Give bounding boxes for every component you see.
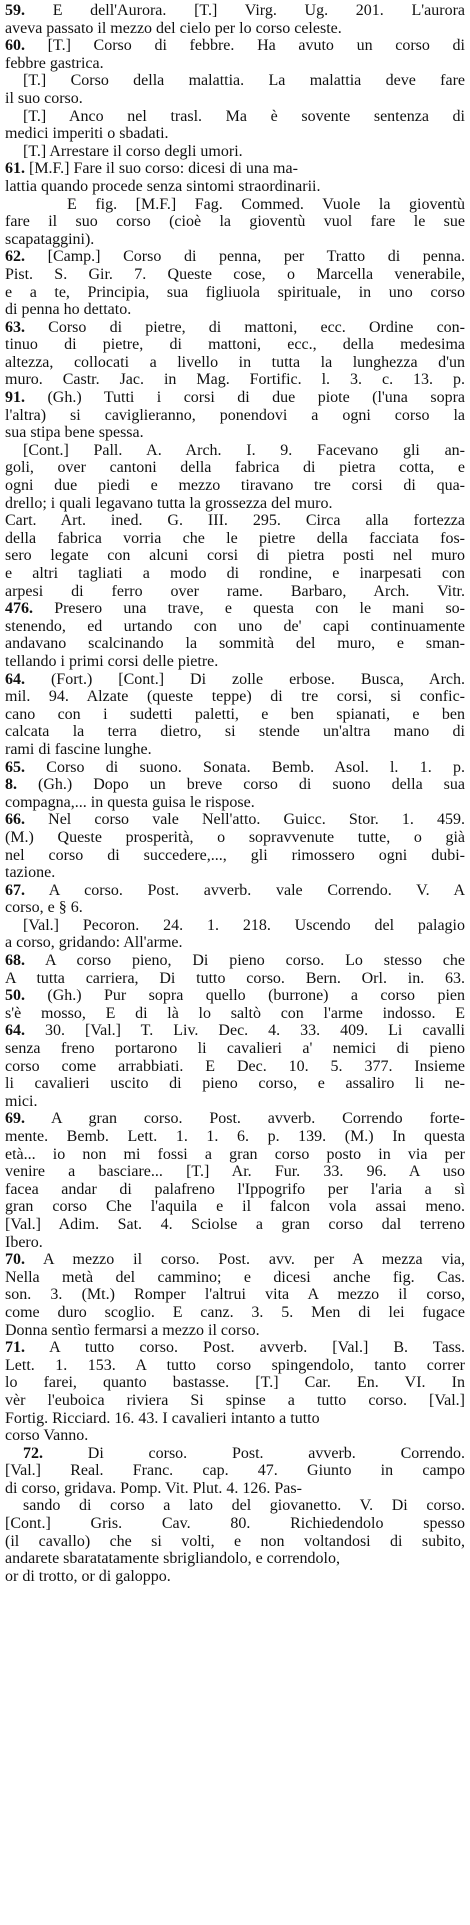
text-line: Cart. Art. ined. G. III. 295. Circa alla fortezza xyxy=(5,512,465,530)
text-line: arpesi di ferro over rame. Barbaro, Arch. Vitr. xyxy=(5,582,465,600)
text-line: medici imperiti o sbadati. xyxy=(5,125,169,143)
text-line: [Cont.] Pall. A. Arch. I. 9. Facevano gli an- xyxy=(23,441,465,459)
text-line: cano con i sudetti paletti, e ben spianati, e ben xyxy=(5,705,465,723)
text-line: lattia quando procede senza sintomi straordinarii. xyxy=(5,177,321,195)
text-line: 70. A mezzo il corso. Post. avv. per A mezza via, xyxy=(5,1251,465,1269)
text-line: fare il suo corso (cioè la gioventù vuol fare le sue xyxy=(5,213,465,231)
text-line: muro. Castr. Jac. in Mag. Fortific. l. 3. c. 13. p. xyxy=(5,371,465,389)
text-line: Pist. S. Gir. 7. Queste cose, o Marcella venerabile, xyxy=(5,265,465,283)
text-line: corso come arrabbiati. E Dec. 10. 5. 377. Insieme xyxy=(5,1057,465,1075)
text-line: Donna sentìo fermarsi a mezzo il corso. xyxy=(5,1321,260,1339)
text-line: drello; i quali legavano tutta la grossezza del muro. xyxy=(5,494,333,512)
text-line: l'altra) si caviglieranno, ponendovi a ogni corso la xyxy=(5,406,465,424)
text-line: [T.] Arrestare il corso degli umori. xyxy=(23,142,243,160)
text-line: [Val.] Adim. Sat. 4. Sciolse a gran corso dal terreno xyxy=(5,1215,465,1233)
text-line: età... io non mi fossi a gran corso posto in via per xyxy=(5,1145,465,1163)
text-line: scapataggini). xyxy=(5,230,95,248)
text-line: 64. 30. [Val.] T. Liv. Dec. 4. 33. 409. Li cavalli xyxy=(5,1022,465,1040)
text-line: della fabrica vorria che le pietre della facciata fos- xyxy=(5,529,465,547)
text-line: senza freno portarono li cavalieri a' nemici di pieno xyxy=(5,1040,465,1058)
text-line: corso, e § 6. xyxy=(5,899,83,917)
text-line: stenendo, ed urtando con uno de' capi continuamente xyxy=(5,617,465,635)
text-line: e a te, Principia, sua figliuola spirituale, in uno corso xyxy=(5,283,465,301)
text-line: tazione. xyxy=(5,864,56,882)
text-line: 66. Nel corso vale Nell'atto. Guicc. Stor. 1. 459. xyxy=(5,811,465,829)
text-line: 91. (Gh.) Tutti i corsi di due piote (l'una sopra xyxy=(5,389,465,407)
text-line: 65. Corso di suono. Sonata. Bemb. Asol. l. 1. p. xyxy=(5,758,465,776)
text-line: [Cont.] Gris. Cav. 80. Richiedendolo spesso xyxy=(5,1515,465,1533)
text-line: come duro scoglio. E canz. 3. 5. Men di lei fugace xyxy=(5,1303,465,1321)
text-line: son. 3. (Mt.) Romper l'altrui vita A mezzo il corso, xyxy=(5,1286,465,1304)
text-line: vèr l'euboica riviera Si spinse a tutto corso. [Val.] xyxy=(5,1391,465,1409)
text-line: compagna,... in questa guisa le rispose. xyxy=(5,793,255,811)
text-line: goli, over cantoni della fabrica di pietra cotta, e xyxy=(5,459,465,477)
text-line: ogni due piedi e mezzo tiravano tre corsi di qua- xyxy=(5,477,465,495)
text-line: 62. [Camp.] Corso di penna, per Tratto di penna. xyxy=(5,248,465,266)
text-line: il suo corso. xyxy=(5,89,83,107)
text-line: 60. [T.] Corso di febbre. Ha avuto un corso di xyxy=(5,37,465,55)
text-line: a corso, gridando: All'arme. xyxy=(5,934,183,952)
text-line: 68. A corso pieno, Di pieno corso. Lo stesso che xyxy=(5,952,465,970)
text-line: (M.) Queste prosperità, o sopravvenute tutte, o già xyxy=(5,828,465,846)
text-line: altezza, collocati a livello in tutta la lunghezza d'un xyxy=(5,353,465,371)
text-line: [T.] Anco nel trasl. Ma è sovente sentenza di xyxy=(23,107,465,125)
text-line: Fortig. Ricciard. 16. 43. I cavalieri intanto a tutto xyxy=(5,1409,320,1427)
text-line: rami di fascine lunghe. xyxy=(5,740,152,758)
text-line: calcata la terra dietro, si stende un'altra mano di xyxy=(5,723,465,741)
text-line: Ibero. xyxy=(5,1233,43,1251)
text-line: s'è mosso, E di là lo saltò con l'arme indosso. E xyxy=(5,1004,465,1022)
text-line: Nella metà del cammino; e dicesi anche fig. Cas. xyxy=(5,1268,465,1286)
text-line: [Val.] Pecoron. 24. 1. 218. Uscendo del palagio xyxy=(23,916,465,934)
text-line: corso Vanno. xyxy=(5,1427,89,1445)
text-line: 61. [M.F.] Fare il suo corso: dicesi di una ma- xyxy=(5,160,298,178)
text-line: nel corso di succedere,..., gli rimossero ogni dubi- xyxy=(5,846,465,864)
text-line: 67. A corso. Post. avverb. vale Correndo. V. A xyxy=(5,881,465,899)
text-line: andavano scalcinando la sommità del muro, e sman- xyxy=(5,635,465,653)
text-line: mici. xyxy=(5,1092,38,1110)
text-line: lo farei, quanto bastasse. [T.] Car. En. VI. In xyxy=(5,1374,465,1392)
text-line: e altri tagliati a modo di rondine, e inarpesati con xyxy=(5,565,465,582)
text-line: or di trotto, or di galoppo. xyxy=(5,1567,171,1585)
text-line: sero legate con alcuni corsi di pietra posti nel muro xyxy=(5,547,465,565)
text-line: andarete sbaratatamente sbrigliandolo, e correndolo, xyxy=(5,1550,340,1568)
text-line: E fig. [M.F.] Fag. Commed. Vuole la gioventù xyxy=(67,195,465,213)
text-line: mil. 94. Alzate (queste teppe) di tre corsi, si confic- xyxy=(5,688,465,706)
text-line: [T.] Corso della malattia. La malattia deve fare xyxy=(23,72,465,90)
text-line: [Val.] Real. Franc. cap. 47. Giunto in campo xyxy=(5,1462,465,1480)
text-line: 59. E dell'Aurora. [T.] Virg. Ug. 201. L'aurora xyxy=(5,2,465,19)
text-line: 8. (Gh.) Dopo un breve corso di suono della sua xyxy=(5,776,465,794)
text-line: (il cavallo) che si volti, e non voltandosi di subito, xyxy=(5,1532,465,1550)
text-line: febbre gastrica. xyxy=(5,54,104,72)
text-line: 72. Di corso. Post. avverb. Correndo. xyxy=(23,1444,465,1462)
text-line: gran corso Che l'aquila e il falcon vola assai meno. xyxy=(5,1198,465,1216)
text-line: 63. Corso di pietre, di mattoni, ecc. Ordine con- xyxy=(5,318,465,336)
text-line: di penna ho dettato. xyxy=(5,301,132,319)
entry-text-column xyxy=(5,2,465,1585)
text-line: di corso, gridava. Pomp. Vit. Plut. 4. 126. Pas- xyxy=(5,1479,302,1497)
text-line: facea andar di palafreno l'Ippogrifo per l'aria a sì xyxy=(5,1180,465,1198)
text-line: 71. A tutto corso. Post. avverb. [Val.] B. Tass. xyxy=(5,1339,465,1357)
text-line: Lett. 1. 153. A tutto corso spingendolo, tanto correr xyxy=(5,1356,465,1374)
text-line: A tutta carriera, Di tutto corso. Bern. Orl. in. 63. xyxy=(5,969,465,987)
text-line: 69. A gran corso. Post. avverb. Correndo forte- xyxy=(5,1110,465,1128)
text-line: aveva passato il mezzo del cielo per lo corso celeste. xyxy=(5,19,342,37)
text-line: 50. (Gh.) Pur sopra quello (burrone) a corso pien xyxy=(5,987,465,1005)
text-line: venire a basciare... [T.] Ar. Fur. 33. 96. A uso xyxy=(5,1163,465,1181)
text-line: tellando i primi corsi delle pietre. xyxy=(5,652,219,670)
text-line: 64. (Fort.) [Cont.] Di zolle erbose. Busca, Arch. xyxy=(5,670,465,688)
text-line: li cavalieri uscito di pieno corso, e assaliro li ne- xyxy=(5,1075,465,1093)
text-line: tinuo di pietre, di mattoni, ecc., della medesima xyxy=(5,336,465,354)
text-line: sua stipa bene spessa. xyxy=(5,424,144,442)
text-line: sando di corso a lato del giovanetto. V. Di corso. xyxy=(23,1497,465,1515)
text-line: mente. Bemb. Lett. 1. 1. 6. p. 139. (M.) In questa xyxy=(5,1128,465,1145)
text-line: 476. Presero una trave, e questa con le mani so- xyxy=(5,600,465,618)
